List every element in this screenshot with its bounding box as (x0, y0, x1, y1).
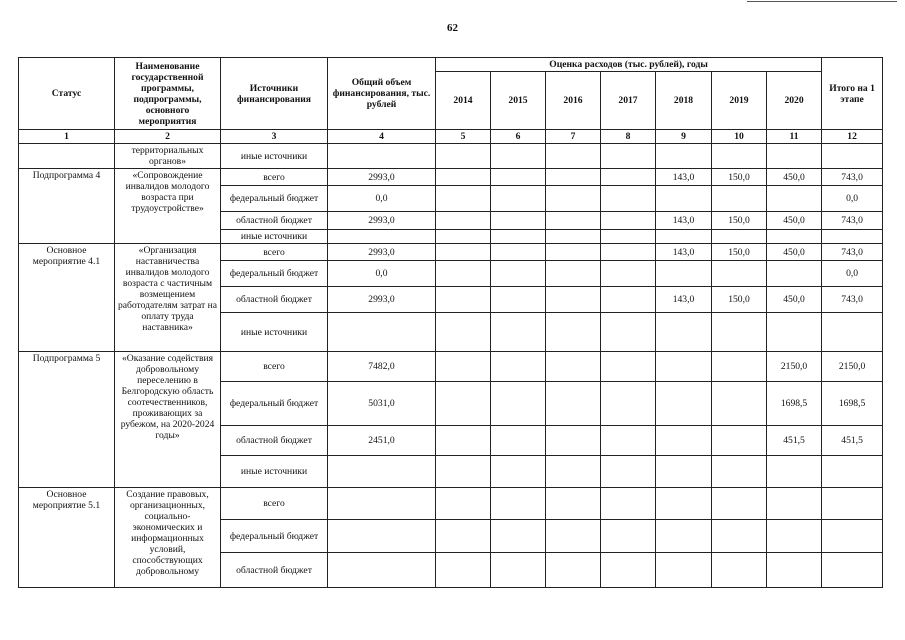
stage-total-cell: 743,0 (822, 244, 883, 261)
total-cell: 5031,0 (328, 382, 436, 426)
year-value-cell (767, 520, 822, 553)
funding-source-cell: иные источники (221, 456, 328, 488)
year-value-cell (601, 261, 656, 287)
header-estimate: Оценка расходов (тыс. рублей), годы (436, 58, 822, 72)
header-stage-total: Итого на 1 этапе (822, 58, 883, 130)
year-value-cell (491, 230, 546, 244)
year-value-cell (656, 230, 712, 244)
stage-total-cell: 743,0 (822, 287, 883, 313)
stage-total-cell (822, 230, 883, 244)
year-value-cell (436, 313, 491, 352)
year-value-cell (767, 186, 822, 212)
table-row (19, 144, 883, 169)
year-value-cell (491, 169, 546, 186)
year-value-cell (546, 212, 601, 230)
header-name: Наименование государственной программы, подпрограммы, основного мероприятия (115, 58, 221, 130)
year-value-cell: 150,0 (712, 287, 767, 313)
stage-total-cell: 0,0 (822, 186, 883, 212)
year-value-cell (546, 261, 601, 287)
year-value-cell (491, 212, 546, 230)
year-value-cell (767, 313, 822, 352)
year-value-cell (436, 212, 491, 230)
year-value-cell: 143,0 (656, 212, 712, 230)
stage-total-cell (822, 488, 883, 520)
total-cell (328, 144, 436, 169)
year-value-cell (601, 382, 656, 426)
year-value-cell (601, 553, 656, 588)
total-cell (328, 313, 436, 352)
funding-source-cell: федеральный бюджет (221, 382, 328, 426)
year-value-cell (436, 382, 491, 426)
year-value-cell (712, 456, 767, 488)
year-value-cell (601, 230, 656, 244)
year-value-cell (601, 426, 656, 456)
total-cell: 7482,0 (328, 352, 436, 382)
year-value-cell (546, 520, 601, 553)
total-cell: 2993,0 (328, 244, 436, 261)
total-cell: 2451,0 (328, 426, 436, 456)
status-cell (19, 144, 115, 169)
funding-source-cell: федеральный бюджет (221, 520, 328, 553)
funding-source-cell: иные источники (221, 230, 328, 244)
column-number: 9 (656, 130, 712, 144)
header-total: Общий объем финансирования, тыс. рублей (328, 58, 436, 130)
year-value-cell (767, 488, 822, 520)
budget-table (18, 57, 883, 588)
total-cell (328, 488, 436, 520)
total-cell (328, 520, 436, 553)
year-value-cell (436, 186, 491, 212)
year-value-cell (436, 144, 491, 169)
total-cell: 2993,0 (328, 287, 436, 313)
year-value-cell (546, 488, 601, 520)
year-value-cell (656, 261, 712, 287)
year-value-cell (656, 520, 712, 553)
year-value-cell (656, 553, 712, 588)
year-value-cell (712, 553, 767, 588)
stage-total-cell: 451,5 (822, 426, 883, 456)
year-value-cell (491, 352, 546, 382)
total-cell: 2993,0 (328, 169, 436, 186)
year-value-cell: 150,0 (712, 212, 767, 230)
total-cell: 0,0 (328, 186, 436, 212)
funding-source-cell: федеральный бюджет (221, 261, 328, 287)
program-name-cell: «Сопровождение инвалидов молодого возраста при трудоустройстве» (115, 169, 221, 244)
year-value-cell (767, 553, 822, 588)
year-value-cell (546, 169, 601, 186)
year-value-cell: 1698,5 (767, 382, 822, 426)
funding-source-cell: иные источники (221, 144, 328, 169)
table-row (19, 352, 883, 382)
header-sources: Источники финансирования (221, 58, 328, 130)
column-number: 11 (767, 130, 822, 144)
year-value-cell (491, 261, 546, 287)
year-value-cell (767, 456, 822, 488)
header-status: Статус (19, 58, 115, 130)
status-cell: Подпрограмма 5 (19, 352, 115, 488)
year-value-cell (436, 169, 491, 186)
year-value-cell (656, 382, 712, 426)
year-value-cell (656, 144, 712, 169)
year-value-cell (436, 426, 491, 456)
year-value-cell (712, 261, 767, 287)
year-value-cell: 450,0 (767, 169, 822, 186)
column-number: 8 (601, 130, 656, 144)
year-value-cell (436, 520, 491, 553)
year-value-cell (767, 144, 822, 169)
year-value-cell (546, 230, 601, 244)
status-cell: Основное мероприятие 5.1 (19, 488, 115, 588)
year-value-cell: 143,0 (656, 169, 712, 186)
funding-source-cell: областной бюджет (221, 287, 328, 313)
column-number: 4 (328, 130, 436, 144)
year-value-cell (491, 186, 546, 212)
stage-total-cell (822, 144, 883, 169)
table-body (19, 144, 883, 588)
page-number: 62 (447, 22, 458, 34)
year-value-cell (546, 456, 601, 488)
year-value-cell (546, 553, 601, 588)
total-cell: 0,0 (328, 261, 436, 287)
year-value-cell: 451,5 (767, 426, 822, 456)
year-value-cell (436, 244, 491, 261)
year-value-cell (601, 144, 656, 169)
year-value-cell (767, 230, 822, 244)
year-value-cell (712, 144, 767, 169)
year-value-cell: 450,0 (767, 244, 822, 261)
year-value-cell (601, 212, 656, 230)
year-value-cell (656, 456, 712, 488)
year-value-cell (712, 230, 767, 244)
year-value-cell (546, 426, 601, 456)
year-value-cell (436, 230, 491, 244)
funding-source-cell: всего (221, 244, 328, 261)
year-value-cell: 450,0 (767, 212, 822, 230)
year-value-cell (712, 313, 767, 352)
year-value-cell: 143,0 (656, 287, 712, 313)
column-number: 12 (822, 130, 883, 144)
year-value-cell (491, 382, 546, 426)
column-number: 5 (436, 130, 491, 144)
stage-total-cell: 1698,5 (822, 382, 883, 426)
stage-total-cell: 743,0 (822, 169, 883, 186)
year-value-cell (491, 426, 546, 456)
year-value-cell (601, 287, 656, 313)
year-value-cell (767, 261, 822, 287)
year-value-cell (712, 352, 767, 382)
stage-total-cell (822, 456, 883, 488)
table-row (19, 169, 883, 186)
column-number: 7 (546, 130, 601, 144)
year-value-cell (601, 169, 656, 186)
header-year: 2016 (546, 72, 601, 130)
year-value-cell (546, 382, 601, 426)
funding-source-cell: всего (221, 488, 328, 520)
stage-total-cell: 0,0 (822, 261, 883, 287)
year-value-cell (601, 352, 656, 382)
total-cell (328, 456, 436, 488)
total-cell (328, 553, 436, 588)
stage-total-cell: 743,0 (822, 212, 883, 230)
header-year: 2014 (436, 72, 491, 130)
year-value-cell (546, 313, 601, 352)
total-cell (328, 230, 436, 244)
year-value-cell (601, 456, 656, 488)
total-cell: 2993,0 (328, 212, 436, 230)
header-year: 2020 (767, 72, 822, 130)
year-value-cell: 2150,0 (767, 352, 822, 382)
year-value-cell (491, 144, 546, 169)
table-row (19, 488, 883, 520)
program-name-cell: «Оказание содействия добровольному переселению в Белгородскую область соотечественников, проживающих за рубежом, на 2020-2024 годы» (115, 352, 221, 488)
year-value-cell (491, 520, 546, 553)
funding-source-cell: иные источники (221, 313, 328, 352)
stage-total-cell (822, 313, 883, 352)
header-year: 2015 (491, 72, 546, 130)
column-number: 10 (712, 130, 767, 144)
stage-total-cell (822, 520, 883, 553)
funding-source-cell: всего (221, 169, 328, 186)
funding-source-cell: областной бюджет (221, 553, 328, 588)
year-value-cell (656, 426, 712, 456)
year-value-cell (601, 488, 656, 520)
year-value-cell (712, 382, 767, 426)
year-value-cell (491, 244, 546, 261)
funding-source-cell: областной бюджет (221, 212, 328, 230)
program-name-cell: территориальных органов» (115, 144, 221, 169)
year-value-cell (491, 313, 546, 352)
year-value-cell: 143,0 (656, 244, 712, 261)
year-value-cell: 150,0 (712, 169, 767, 186)
year-value-cell (546, 144, 601, 169)
year-value-cell (712, 520, 767, 553)
year-value-cell (656, 352, 712, 382)
year-value-cell (601, 520, 656, 553)
year-value-cell (546, 287, 601, 313)
year-value-cell (656, 186, 712, 212)
column-number: 2 (115, 130, 221, 144)
column-number-row (19, 130, 883, 144)
column-number: 1 (19, 130, 115, 144)
year-value-cell (546, 352, 601, 382)
status-cell: Основное мероприятие 4.1 (19, 244, 115, 352)
year-value-cell (656, 313, 712, 352)
funding-source-cell: областной бюджет (221, 426, 328, 456)
year-value-cell (436, 287, 491, 313)
year-value-cell (712, 426, 767, 456)
column-number: 6 (491, 130, 546, 144)
year-value-cell (491, 456, 546, 488)
year-value-cell (436, 553, 491, 588)
year-value-cell (601, 186, 656, 212)
top-rule (747, 1, 897, 2)
year-value-cell (436, 456, 491, 488)
header-year: 2018 (656, 72, 712, 130)
year-value-cell (656, 488, 712, 520)
year-value-cell (601, 313, 656, 352)
funding-source-cell: федеральный бюджет (221, 186, 328, 212)
year-value-cell (712, 488, 767, 520)
header-year: 2017 (601, 72, 656, 130)
stage-total-cell (822, 553, 883, 588)
header-year: 2019 (712, 72, 767, 130)
year-value-cell (601, 244, 656, 261)
column-number: 3 (221, 130, 328, 144)
program-name-cell: «Организация наставничества инвалидов молодого возраста с частичным возмещением работодателям затрат на оплату труда наставника» (115, 244, 221, 352)
status-cell: Подпрограмма 4 (19, 169, 115, 244)
year-value-cell (436, 261, 491, 287)
year-value-cell (546, 244, 601, 261)
table-header (19, 58, 883, 144)
year-value-cell (436, 488, 491, 520)
year-value-cell (546, 186, 601, 212)
funding-source-cell: всего (221, 352, 328, 382)
year-value-cell: 150,0 (712, 244, 767, 261)
table-row (19, 244, 883, 261)
year-value-cell (712, 186, 767, 212)
year-value-cell (491, 488, 546, 520)
year-value-cell (436, 352, 491, 382)
program-name-cell: Создание правовых, организационных, социально-экономических и информационных условий, способствующих добровольному (115, 488, 221, 588)
year-value-cell (491, 553, 546, 588)
stage-total-cell: 2150,0 (822, 352, 883, 382)
year-value-cell: 450,0 (767, 287, 822, 313)
year-value-cell (491, 287, 546, 313)
